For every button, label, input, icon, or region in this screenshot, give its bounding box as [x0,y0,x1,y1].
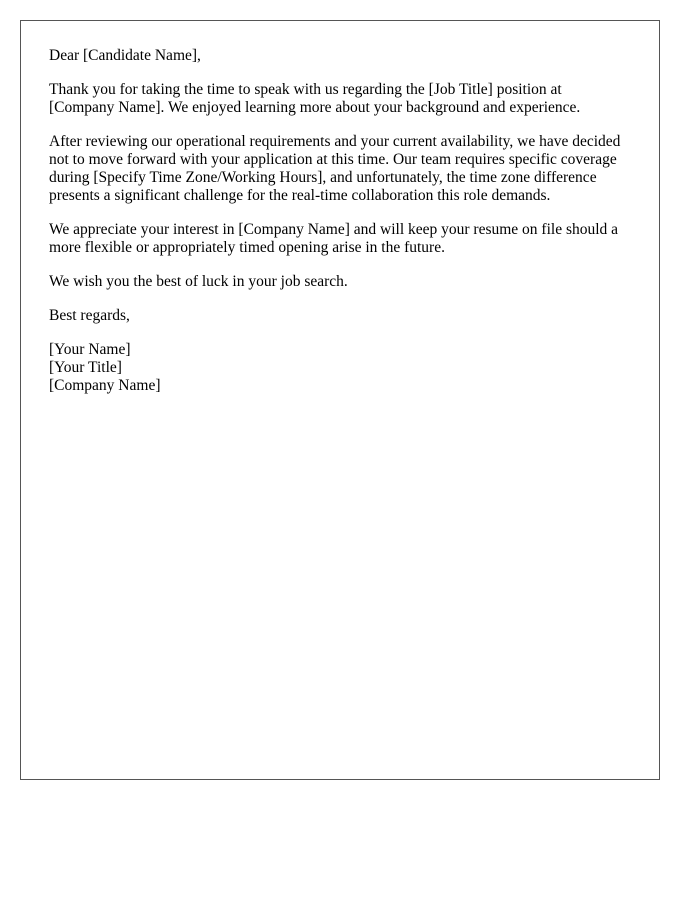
paragraph-intro: Thank you for taking the time to speak with us regarding the [Job Title] position at [Company Name]. We enjoyed learning more about your background and experience. [49,81,581,116]
closing: Best regards, [49,307,130,324]
paragraph-decision: After reviewing our operational requirements and your current availability, we have decided not to move forward with your application at this time. Our team requires specific coverage during [Specify Time Zone/Working Hours], and unfortunately, the time zone difference presents a significant challenge for the real-time collaboration this role demands. [49,133,621,204]
salutation: Dear [Candidate Name], [49,47,201,64]
paragraph-appreciation: We appreciate your interest in [Company Name] and will keep your resume on file should a more flexible or appropriately timed opening arise in the future. [49,221,619,256]
signature-title: [Your Title] [49,359,122,376]
signature-name: [Your Name] [49,341,131,358]
letter-page [20,20,660,780]
signature-company: [Company Name] [49,377,161,394]
paragraph-wishes: We wish you the best of luck in your job search. [49,273,348,290]
signature-block [49,341,631,395]
